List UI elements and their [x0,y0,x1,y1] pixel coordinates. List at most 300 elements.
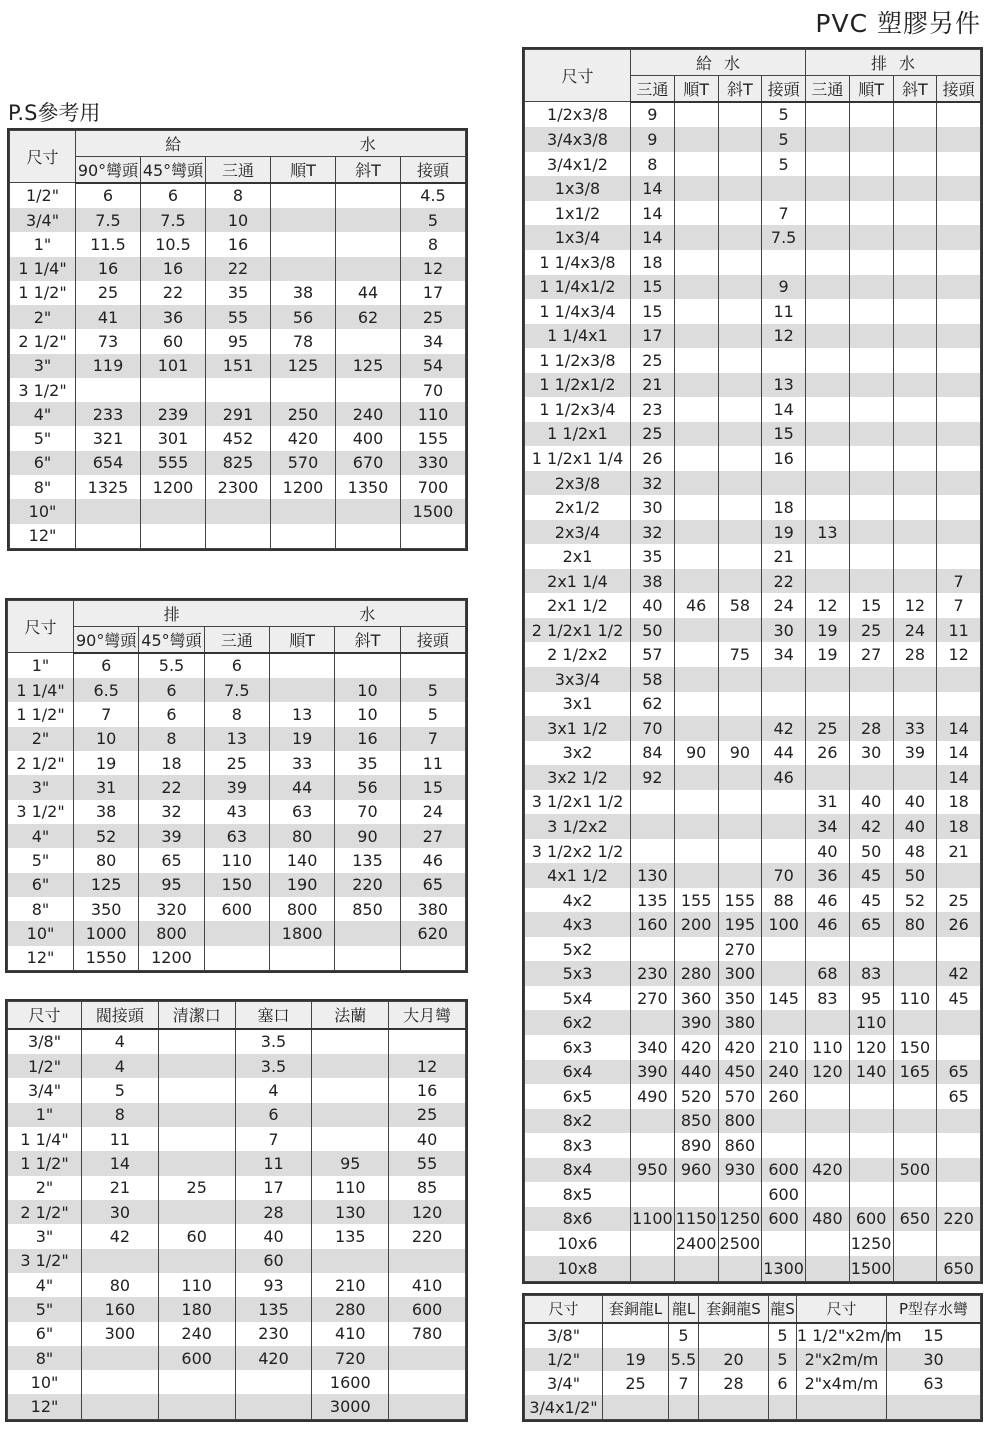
value-cell [849,275,893,300]
value-cell: 7 [669,1371,699,1395]
size-cell: 8x2 [525,1109,631,1134]
value-cell [312,1054,389,1078]
value-cell: 14 [937,765,981,790]
value-cell: 35 [206,281,271,305]
value-cell: 1250 [718,1207,762,1232]
size-cell: 8" [10,475,76,499]
size-cell: 1 1/4x3/8 [525,250,631,275]
size-cell: 6x5 [525,1084,631,1109]
value-cell: 340 [631,1035,675,1060]
value-cell [893,544,937,569]
table-row [525,127,981,152]
value-cell [336,208,401,232]
value-cell: 38 [271,281,336,305]
value-cell: 9 [762,275,806,300]
table-row [525,446,981,471]
value-cell: 25 [76,281,141,305]
value-cell [937,152,981,177]
table-row [10,281,466,305]
value-cell: 42 [762,716,806,741]
value-cell: 95 [849,986,893,1011]
value-cell [718,495,762,520]
table-row [525,569,981,594]
supply-group-header-b: 水 [718,50,806,76]
column-header: 斜T [718,76,762,102]
table-row [525,495,981,520]
value-cell [806,1133,850,1158]
value-cell: 65 [937,1060,981,1085]
value-cell: 1 1/2"x2m/m [797,1323,887,1348]
value-cell: 16 [141,257,206,281]
value-cell [269,678,334,702]
value-cell: 10 [206,208,271,232]
table-row [525,348,981,373]
value-cell [206,524,271,549]
value-cell: 14 [937,716,981,741]
value-cell [893,348,937,373]
value-cell: 45 [849,888,893,913]
table-row [8,1322,466,1346]
value-cell: 12 [893,593,937,618]
value-cell: 80 [74,848,139,872]
value-cell [893,324,937,349]
size-cell: 3 1/2" [10,378,76,402]
value-cell [797,1395,887,1419]
value-cell [849,1158,893,1183]
table-row [525,1207,981,1232]
value-cell: 480 [806,1207,850,1232]
value-cell: 40 [235,1224,312,1248]
value-cell: 400 [336,426,401,450]
size-cell: 1/2" [10,183,76,209]
value-cell: 40 [893,790,937,815]
table-row [8,1176,466,1200]
value-cell [400,946,465,971]
value-cell [937,1035,981,1060]
value-cell [718,790,762,815]
value-cell [806,1256,850,1282]
size-cell: 6" [8,873,74,897]
value-cell: 5 [762,152,806,177]
size-cell: 2" [10,305,76,329]
value-cell [806,544,850,569]
value-cell: 850 [674,1109,718,1134]
table-reducing-fittings [522,47,983,1284]
value-cell: 6.5 [74,678,139,702]
value-cell: 7.5 [141,208,206,232]
value-cell: 62 [631,692,675,717]
table-row [525,642,981,667]
table-row [525,716,981,741]
value-cell: 50 [893,863,937,888]
value-cell [718,299,762,324]
column-header: 套銅龍S [699,1296,769,1323]
group-header-left: 給 [76,131,271,157]
value-cell [674,324,718,349]
value-cell: 1150 [674,1207,718,1232]
value-cell: 5.5 [669,1348,699,1372]
value-cell [849,152,893,177]
column-header: 塞口 [235,1002,312,1029]
value-cell: 410 [389,1273,466,1297]
value-cell [718,250,762,275]
table-row [525,471,981,496]
table-row [10,475,466,499]
column-header: 90°彎頭 [76,157,141,183]
value-cell [849,1109,893,1134]
table-row [8,921,466,945]
value-cell: 31 [74,775,139,799]
size-cell: 4" [10,402,76,426]
value-cell: 135 [312,1224,389,1248]
size-cell: 5" [8,1297,82,1321]
value-cell [893,127,937,152]
value-cell: 6 [74,653,139,679]
value-cell: 390 [674,1010,718,1035]
table-row [8,824,466,848]
value-cell: 60 [141,329,206,353]
value-cell [401,524,466,549]
value-cell: 950 [631,1158,675,1183]
value-cell: 240 [762,1060,806,1085]
supply-group-header-a: 給 [631,50,719,76]
value-cell: 101 [141,354,206,378]
table-row [525,1133,981,1158]
table-row [10,426,466,450]
table-row [8,727,466,751]
size-cell: 1 1/4x1/2 [525,275,631,300]
column-header: 45°彎頭 [141,157,206,183]
table-row [525,1348,981,1372]
value-cell: 28 [699,1371,769,1395]
value-cell [849,348,893,373]
value-cell: 34 [806,814,850,839]
value-cell [762,937,806,962]
value-cell [271,183,336,209]
value-cell: 155 [718,888,762,913]
value-cell: 21 [82,1176,159,1200]
column-header: 接頭 [401,157,466,183]
value-cell [937,1182,981,1207]
size-cell: 1/2" [8,1054,82,1078]
value-cell [336,257,401,281]
value-cell: 5 [669,1323,699,1348]
value-cell: 50 [631,618,675,643]
value-cell: 321 [76,426,141,450]
value-cell [937,937,981,962]
value-cell: 19 [806,618,850,643]
value-cell [806,127,850,152]
column-header: 尺寸 [797,1296,887,1323]
value-cell [674,790,718,815]
value-cell: 35 [335,751,400,775]
value-cell: 65 [139,848,204,872]
value-cell: 58 [631,667,675,692]
size-cell: 1 1/2x3/4 [525,397,631,422]
value-cell: 18 [937,790,981,815]
value-cell: 90 [674,741,718,766]
value-cell: 19 [806,642,850,667]
group-header-left: 排 [74,601,270,627]
value-cell [674,839,718,864]
value-cell: 700 [401,475,466,499]
value-cell: 39 [893,741,937,766]
value-cell: 110 [849,1010,893,1035]
value-cell: 92 [631,765,675,790]
size-cell: 2 1/2x2 [525,642,631,667]
column-header: 三通 [206,157,271,183]
value-cell: 38 [74,800,139,824]
value-cell: 1500 [849,1256,893,1282]
value-cell: 4 [235,1078,312,1102]
size-cell: 10x6 [525,1231,631,1256]
table-row [525,176,981,201]
table-brass-fittings [522,1293,983,1422]
table-row [525,937,981,962]
value-cell [631,1182,675,1207]
value-cell: 65 [937,1084,981,1109]
value-cell: 25 [806,716,850,741]
size-cell: 4x1 1/2 [525,863,631,888]
value-cell: 155 [401,426,466,450]
size-cell: 4" [8,1273,82,1297]
value-cell [82,1346,159,1370]
value-cell [312,1127,389,1151]
size-cell: 10" [10,499,76,523]
size-cell: 3/4x3/8 [525,127,631,152]
size-cell: 3 1/2" [8,800,74,824]
column-header: 斜T [336,157,401,183]
value-cell: 300 [82,1322,159,1346]
value-cell: 34 [401,329,466,353]
value-cell [937,1133,981,1158]
value-cell [893,225,937,250]
value-cell: 33 [893,716,937,741]
value-cell: 11.5 [76,232,141,256]
value-cell: 280 [312,1297,389,1321]
table-row [525,1323,981,1348]
value-cell: 135 [335,848,400,872]
value-cell: 10 [335,702,400,726]
value-cell [631,1109,675,1134]
value-cell: 520 [674,1084,718,1109]
value-cell: 800 [139,921,204,945]
value-cell: 8 [204,702,269,726]
table-row [8,1054,466,1078]
table-row [10,232,466,256]
table-row [8,775,466,799]
value-cell [893,471,937,496]
table-row [525,888,981,913]
value-cell [631,790,675,815]
table-row [8,1029,466,1055]
size-cell: 3/8" [8,1029,82,1055]
value-cell [718,839,762,864]
size-cell: 2x1/2 [525,495,631,520]
value-cell [674,373,718,398]
value-cell [762,1133,806,1158]
value-cell: 30 [631,495,675,520]
value-cell: 110 [401,402,466,426]
value-cell [312,1078,389,1102]
column-header: 順T [271,157,336,183]
value-cell [806,471,850,496]
value-cell [718,863,762,888]
column-header: 大月彎 [389,1002,466,1029]
value-cell [336,183,401,209]
value-cell: 25 [937,888,981,913]
value-cell [336,232,401,256]
value-cell: 135 [631,888,675,913]
value-cell: 120 [389,1200,466,1224]
value-cell [718,275,762,300]
value-cell [893,102,937,128]
value-cell: 19 [603,1348,669,1372]
value-cell [82,1394,159,1419]
value-cell [806,250,850,275]
value-cell [674,692,718,717]
column-header: P型存水彎 [887,1296,981,1323]
group-header-right: 水 [271,131,466,157]
table-row [10,524,466,549]
value-cell: 200 [674,912,718,937]
size-cell: 10" [8,1370,82,1394]
value-cell: 70 [401,378,466,402]
value-cell [335,921,400,945]
page-subtitle: P.S參考用 [8,101,101,125]
value-cell [893,1182,937,1207]
value-cell [849,667,893,692]
size-cell: 1 1/4" [8,678,74,702]
value-cell: 35 [631,544,675,569]
value-cell: 65 [849,912,893,937]
value-cell: 5 [82,1078,159,1102]
value-cell: 120 [806,1060,850,1085]
value-cell [336,499,401,523]
value-cell: 600 [204,897,269,921]
value-cell: 32 [631,520,675,545]
value-cell: 84 [631,741,675,766]
column-header: 順T [269,627,334,653]
value-cell [937,176,981,201]
value-cell: 17 [401,281,466,305]
value-cell [204,946,269,971]
value-cell: 8 [401,232,466,256]
value-cell [849,495,893,520]
column-header: 三通 [204,627,269,653]
column-header: 接頭 [762,76,806,102]
value-cell: 6 [235,1103,312,1127]
value-cell: 48 [893,839,937,864]
value-cell: 44 [336,281,401,305]
value-cell [718,225,762,250]
value-cell [893,250,937,275]
value-cell [849,250,893,275]
table-row [525,373,981,398]
table-drain-fittings [5,598,468,973]
value-cell: 1100 [631,1207,675,1232]
value-cell: 151 [206,354,271,378]
value-cell: 13 [269,702,334,726]
value-cell: 1300 [762,1256,806,1282]
value-cell: 85 [389,1176,466,1200]
value-cell: 5 [762,102,806,128]
value-cell [893,422,937,447]
value-cell: 20 [699,1348,769,1372]
value-cell: 26 [631,446,675,471]
value-cell: 38 [631,569,675,594]
table-row [10,329,466,353]
value-cell [158,1151,235,1175]
size-cell: 3" [10,354,76,378]
value-cell [82,1249,159,1273]
size-cell: 1 1/4" [10,257,76,281]
value-cell: 26 [937,912,981,937]
value-cell [849,1133,893,1158]
value-cell: 93 [235,1273,312,1297]
value-cell: 60 [158,1224,235,1248]
value-cell: 250 [271,402,336,426]
size-cell: 4" [8,824,74,848]
value-cell [893,275,937,300]
table-row [10,305,466,329]
size-cell: 1" [8,1103,82,1127]
value-cell [849,569,893,594]
value-cell: 110 [204,848,269,872]
value-cell: 44 [762,741,806,766]
value-cell [893,373,937,398]
value-cell [769,1395,797,1419]
value-cell [335,946,400,971]
value-cell [336,524,401,549]
value-cell [674,422,718,447]
value-cell [893,152,937,177]
value-cell [937,250,981,275]
value-cell: 10 [335,678,400,702]
value-cell [893,1109,937,1134]
value-cell [762,1010,806,1035]
size-cell: 1 1/4x1 [525,324,631,349]
value-cell: 420 [718,1035,762,1060]
value-cell [762,348,806,373]
value-cell: 130 [312,1200,389,1224]
value-cell: 31 [806,790,850,815]
table-row [525,201,981,226]
table-row [8,1078,466,1102]
value-cell: 125 [336,354,401,378]
size-cell: 3x1 1/2 [525,716,631,741]
size-cell: 3/8" [525,1323,603,1348]
value-cell: 39 [204,775,269,799]
table-row [525,912,981,937]
value-cell: 145 [762,986,806,1011]
column-header: 龍L [669,1296,699,1323]
value-cell [718,201,762,226]
value-cell [718,692,762,717]
value-cell: 150 [204,873,269,897]
value-cell [674,127,718,152]
page-title: PVC 塑膠另件 [815,9,981,38]
value-cell [893,765,937,790]
table-row [525,275,981,300]
value-cell [937,667,981,692]
value-cell [718,152,762,177]
column-header: 尺寸 [525,1296,603,1323]
value-cell: 110 [806,1035,850,1060]
value-cell: 7 [74,702,139,726]
value-cell: 140 [849,1060,893,1085]
value-cell: 2"x4m/m [797,1371,887,1395]
